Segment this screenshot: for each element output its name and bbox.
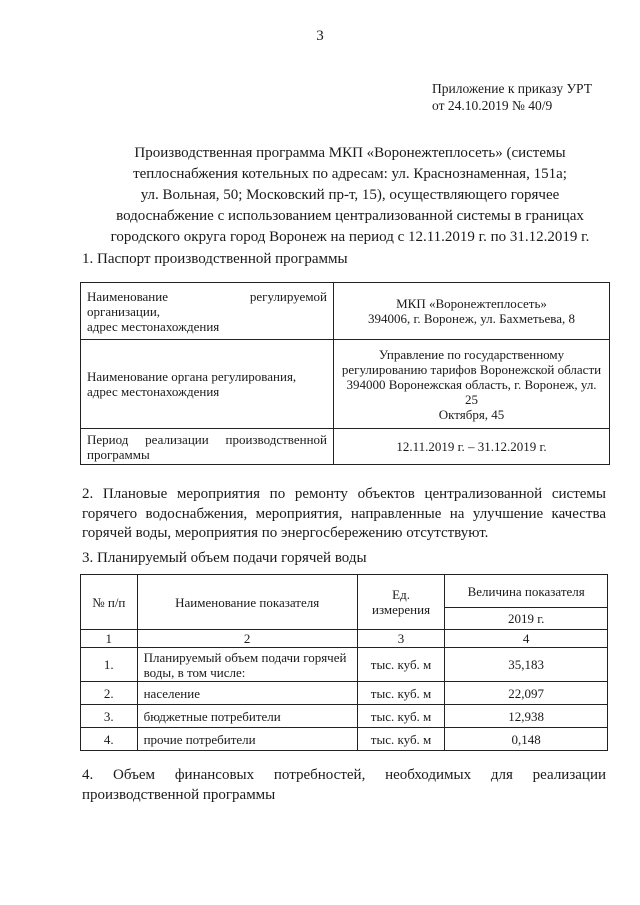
appendix-note	[432, 80, 592, 114]
passport-label-cell	[81, 340, 334, 429]
header-unit	[357, 575, 445, 630]
column-number-row	[81, 630, 608, 648]
paragraph-line: производственной программы	[82, 787, 276, 803]
paragraph-line: горячей воды, мероприятия по энергосбережению отсутствуют.	[82, 525, 489, 541]
row-name-line: воды, в том числе:	[143, 664, 246, 680]
passport-label-cell	[81, 283, 334, 340]
passport-label-line: адрес местонахождения	[87, 318, 220, 334]
passport-value-line: регулированию тарифов Воронежской области	[341, 361, 602, 377]
appendix-line-1: Приложение к приказу УРТ	[432, 81, 592, 96]
row-unit: тыс. куб. м	[357, 705, 445, 728]
header-value: Величина показателя	[445, 575, 608, 608]
section-2-paragraph	[82, 485, 606, 544]
row-name	[137, 648, 357, 682]
title-line: ул. Вольная, 50; Московский пр-т, 15), осуществляющего горячее	[140, 187, 560, 203]
title-line: теплоснабжения котельных по адресам: ул. Краснознаменная, 151а;	[133, 166, 567, 182]
row-name: население	[137, 682, 357, 705]
row-unit: тыс. куб. м	[357, 728, 445, 751]
title-line: Производственная программа МКП «Воронежтеплосеть» (системы	[134, 145, 566, 161]
passport-label-line: адрес местонахождения	[87, 384, 220, 399]
appendix-line-2: от 24.10.2019 № 40/9	[432, 98, 553, 113]
volume-header-row	[81, 575, 608, 608]
header-unit-line: Ед.	[392, 587, 410, 602]
row-unit: тыс. куб. м	[357, 648, 445, 682]
row-num: 1.	[81, 648, 138, 682]
section-1-heading: 1. Паспорт производственной программы	[82, 251, 348, 267]
passport-table	[80, 282, 610, 465]
passport-value-line: Управление по государственному	[378, 346, 565, 362]
passport-row	[81, 429, 610, 465]
header-name: Наименование показателя	[137, 575, 357, 630]
row-value: 0,148	[445, 728, 608, 751]
header-num: № п/п	[81, 575, 138, 630]
passport-value-cell	[334, 429, 610, 465]
row-value: 35,183	[445, 648, 608, 682]
row-unit: тыс. куб. м	[357, 682, 445, 705]
passport-value-line: 12.11.2019 г. – 31.12.2019 г.	[396, 439, 547, 454]
header-year: 2019 г.	[445, 608, 608, 630]
passport-label-line: организации,	[87, 303, 161, 319]
title-line: городского округа город Воронеж на период с 12.11.2019 г. по 31.12.2019 г.	[110, 229, 590, 245]
passport-value-line: 394000 Воронежская область, г. Воронеж, ул. 25	[346, 376, 597, 407]
passport-value-cell	[334, 340, 610, 429]
title-line: водоснабжение с использованием централизованной системы в границах	[116, 208, 584, 224]
row-num: 4.	[81, 728, 138, 751]
program-title	[60, 143, 640, 248]
row-value: 12,938	[445, 705, 608, 728]
header-unit-line: измерения	[372, 602, 431, 617]
column-number: 3	[357, 630, 445, 648]
passport-label-cell	[81, 429, 334, 465]
volume-table	[80, 574, 608, 751]
section-4-paragraph	[82, 765, 606, 805]
row-name-line: Планируемый объем подачи горячей	[143, 649, 347, 665]
table-row	[81, 705, 608, 728]
row-num: 2.	[81, 682, 138, 705]
passport-row	[81, 340, 610, 429]
row-num: 3.	[81, 705, 138, 728]
passport-value-line: 394006, г. Воронеж, ул. Бахметьева, 8	[367, 311, 575, 326]
paragraph-line: горячего водоснабжения, мероприятия, направленные на улучшение качества	[82, 505, 606, 522]
passport-value-line: МКП «Воронежтеплосеть»	[396, 296, 547, 311]
passport-row	[81, 283, 610, 340]
column-number: 1	[81, 630, 138, 648]
passport-label-line: Наименование регулируемой	[87, 288, 327, 304]
table-row	[81, 648, 608, 682]
row-name: бюджетные потребители	[137, 705, 357, 728]
section-3-heading: 3. Планируемый объем подачи горячей воды	[82, 550, 367, 566]
paragraph-line: 4. Объем финансовых потребностей, необходимых для реализации	[82, 767, 606, 783]
page-number: 3	[316, 28, 324, 44]
table-row	[81, 682, 608, 705]
passport-value-cell	[334, 283, 610, 340]
column-number: 2	[137, 630, 357, 648]
passport-value-line: Октября, 45	[438, 406, 505, 422]
paragraph-line: 2. Плановые мероприятия по ремонту объектов централизованной системы	[82, 486, 606, 502]
row-value: 22,097	[445, 682, 608, 705]
passport-label-line: Наименование органа регулирования,	[87, 369, 297, 384]
column-number: 4	[445, 630, 608, 648]
table-row	[81, 728, 608, 751]
row-name: прочие потребители	[137, 728, 357, 751]
passport-label-line: программы	[87, 446, 150, 462]
passport-label-line: Период реализации производственной	[87, 431, 327, 447]
